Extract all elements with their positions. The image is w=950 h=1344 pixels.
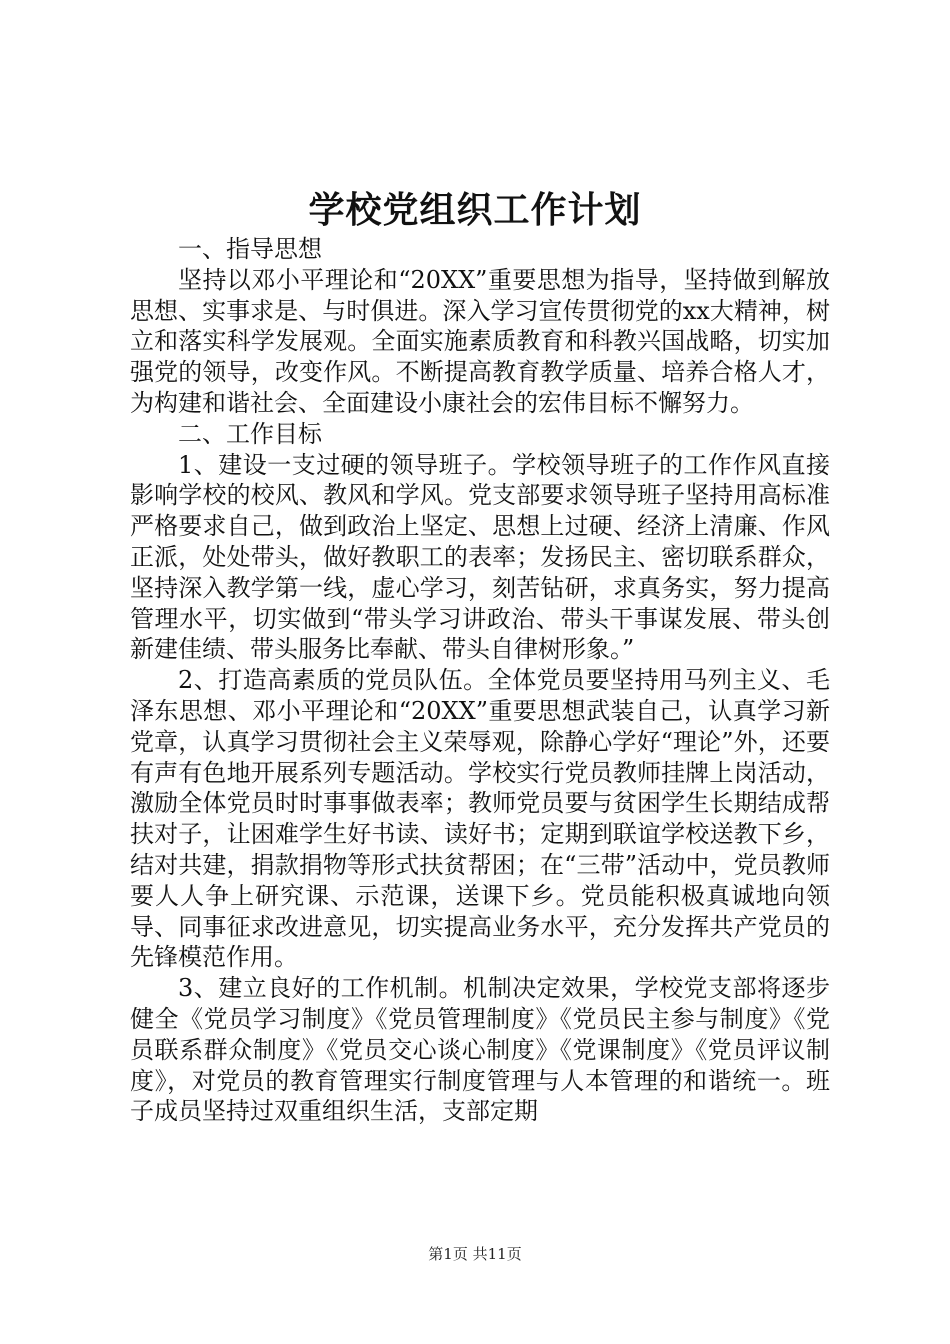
paragraph-goal-1: 1、建设一支过硬的领导班子。学校领导班子的工作作风直接影响学校的校风、教风和学风。党支部要求领导班子坚持用高标准严格要求自己，做到政治上坚定、思想上过硬、经济上清廉、作风正派，处处带头，做好教职工的表率；发扬民主、密切联系群众，坚持深入教学第一线，虚心学习，刻苦钻研，求真务实，努力提高管理水平，切实做到“带头学习讲政治、带头干事谋发展、带头创新建佳绩、带头服务比奉献、带头自律树形象。” xyxy=(130,450,830,664)
page-number-footer: 第1页 共11页 xyxy=(428,1245,522,1263)
section-heading-guiding-thought: 一、指导思想 xyxy=(178,235,322,263)
paragraph-guiding-thought: 坚持以邓小平理论和“20XX”重要思想为指导，坚持做到解放思想、实事求是、与时俱进。深入学习宣传贯彻党的xx大精神，树立和落实科学发展观。全面实施素质教育和科教兴国战略，切实加强党的领导，改变作风。不断提高教育教学质量、培养合格人才，为构建和谐社会、全面建设小康社会的宏伟目标不懈努力。 xyxy=(130,265,830,417)
document-title: 学校党组织工作计划 xyxy=(308,189,642,231)
paragraph-goal-2: 2、打造高素质的党员队伍。全体党员要坚持用马列主义、毛泽东思想、邓小平理论和“20XX”重要思想武装自己，认真学习新党章，认真学习贯彻社会主义荣辱观，除静心学好“理论”外，还要有声有色地开展系列专题活动。学校实行党员教师挂牌上岗活动，激励全体党员时时事事做表率；教师党员要与贫困学生长期结成帮扶对子，让困难学生好书读、读好书；定期到联谊学校送教下乡，结对共建，捐款捐物等形式扶贫帮困；在“三带”活动中，党员教师要人人争上研究课、示范课，送课下乡。党员能积极真诚地向领导、同事征求改进意见，切实提高业务水平，充分发挥共产党员的先锋模范作用。 xyxy=(130,666,830,972)
document-body xyxy=(130,234,830,1127)
paragraph-goal-3: 3、建立良好的工作机制。机制决定效果，学校党支部将逐步健全《党员学习制度》《党员管理制度》《党员民主参与制度》《党员联系群众制度》《党员交心谈心制度》《党课制度》《党员评议制度》，对党员的教育管理实行制度管理与人本管理的和谐统一。班子成员坚持过双重组织生活，支部定期 xyxy=(130,974,830,1126)
section-heading-work-goals: 二、工作目标 xyxy=(178,419,322,448)
